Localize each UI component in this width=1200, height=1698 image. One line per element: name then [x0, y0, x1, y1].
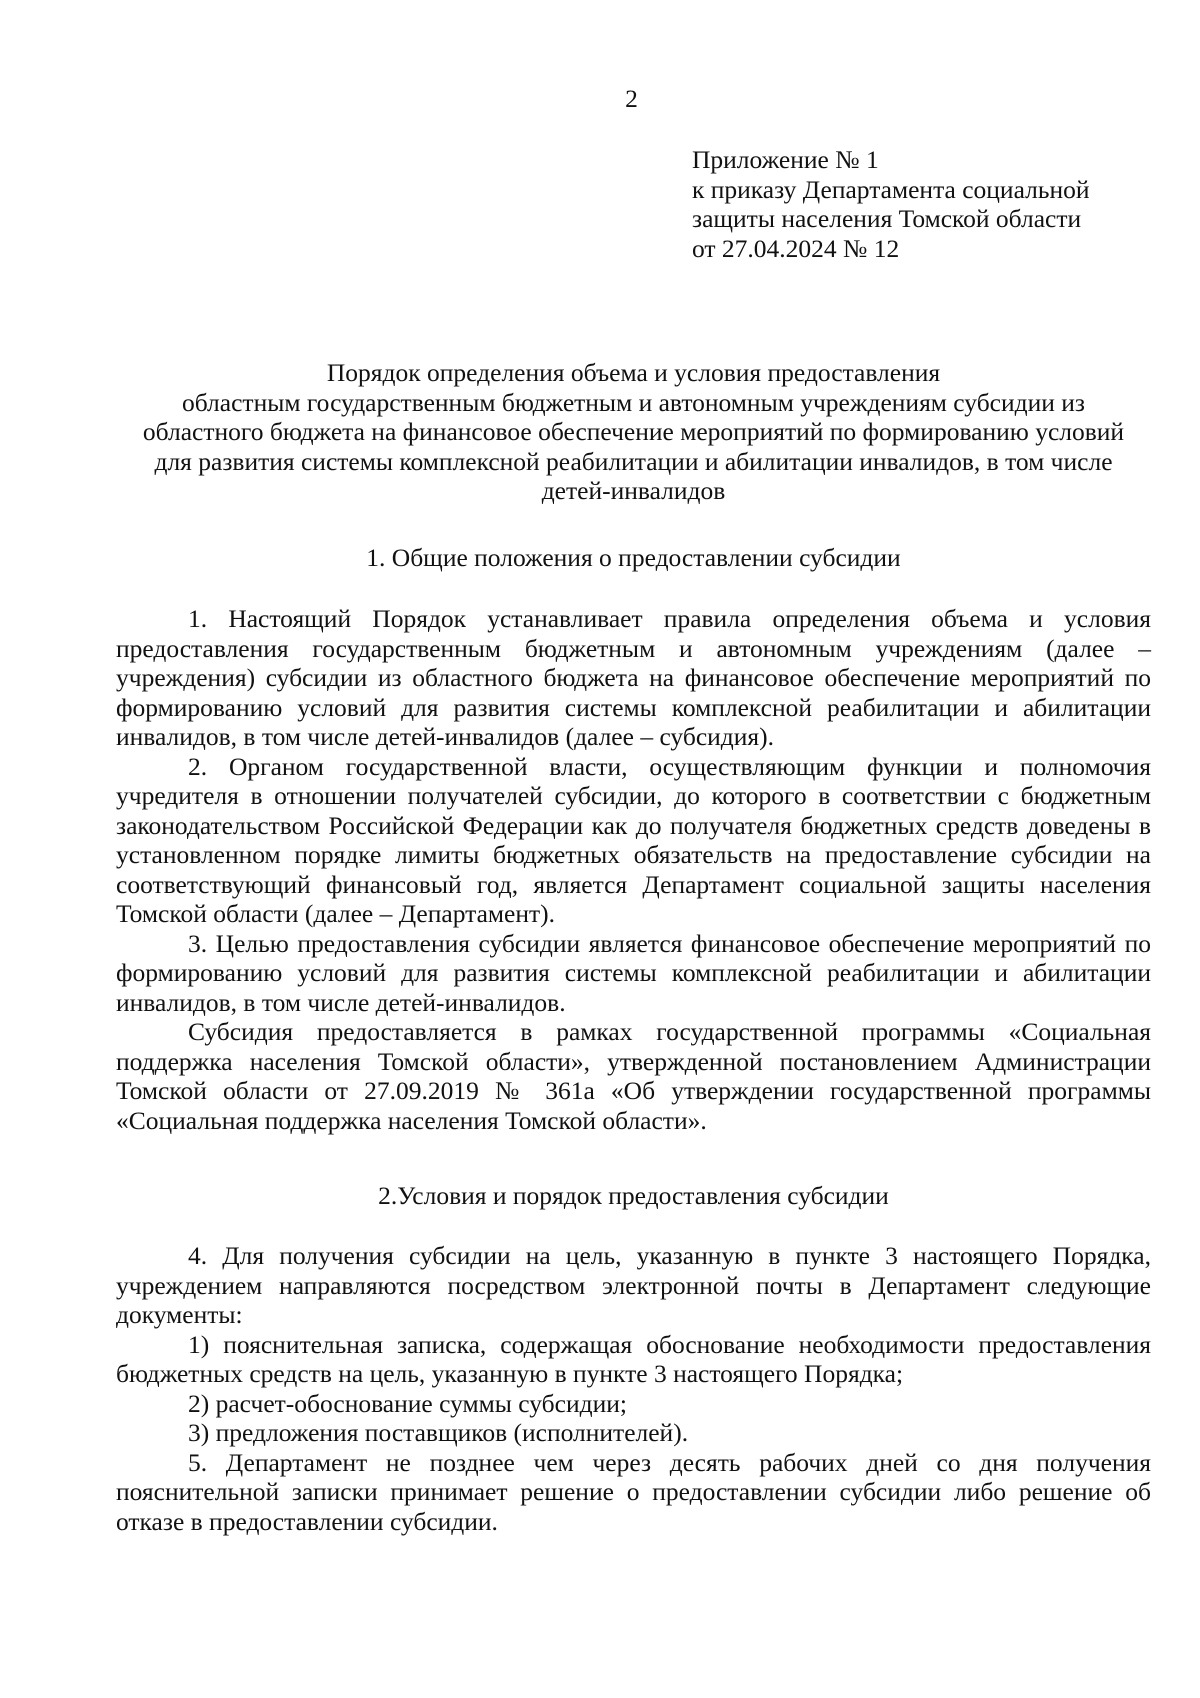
page-number: 2 — [625, 84, 638, 113]
appendix-line: защиты населения Томской области — [692, 204, 1082, 233]
paragraph: 1) пояснительная записка, содержащая обоснование необходимости предоставления бюджетных средств на цель, указанную в пункте 3 настоящего Порядка; — [116, 1329, 1151, 1388]
title-line: детей-инвалидов — [541, 476, 726, 505]
section-2-heading: 2.Условия и порядок предоставления субсидии — [378, 1181, 889, 1210]
paragraph: 3. Целью предоставления субсидии является финансовое обеспечение мероприятий по формированию условий для развития системы комплексной реабилитации и абилитации инвалидов, в том числе детей-инвалидов. — [116, 928, 1151, 1017]
title-line: Порядок определения объема и условия предоставления — [326, 358, 941, 387]
appendix-line: от 27.04.2024 № 12 — [692, 233, 900, 263]
section-2-body — [116, 1241, 1151, 1536]
paragraph: 2) расчет-обоснование суммы субсидии; — [188, 1388, 627, 1418]
title-line: областным государственным бюджетным и автономным учреждениям субсидии из — [181, 387, 1086, 417]
appendix-line: к приказу Департамента социальной — [692, 174, 1090, 204]
title-line: для развития системы комплексной реабилитации и абилитации инвалидов, в том числе — [154, 446, 1113, 476]
appendix-line: Приложение № 1 — [692, 145, 879, 174]
paragraph: 5. Департамент не позднее чем через десять рабочих дней со дня получения пояснительной записки принимает решение о предоставлении субсидии либо решение об отказе в предоставлении субсидии. — [116, 1447, 1151, 1536]
paragraph: 3) предложения поставщиков (исполнителей). — [188, 1418, 689, 1447]
paragraph: Субсидия предоставляется в рамках государственной программы «Социальная поддержка населения Томской области», утвержденной постановлением Администрации Томской области от 27.09.2019 № 361а «Об утверждении государственной программы «Социальная поддержка населения Томской области». — [116, 1017, 1151, 1135]
section-1-body — [116, 604, 1151, 1135]
paragraph: 1. Настоящий Порядок устанавливает правила определения объема и условия предоставления государственным бюджетным и автономным учреждениям (далее – учреждения) субсидии из областного бюджета на финансовое обеспечение мероприятий по формированию условий для развития системы комплексной реабилитации и абилитации инвалидов, в том числе детей-инвалидов (далее – субсидия). — [116, 604, 1151, 751]
paragraph: 2. Органом государственной власти, осуществляющим функции и полномочия учредителя в отношении получателей субсидии, до которого в соответствии с бюджетным законодательством Российской Федерации как до получателя бюджетных средств доведены в установленном порядке лимиты бюджетных обязательств на предоставление субсидии на соответствующий финансовый год, является Департамент социальной защиты населения Томской области (далее – Департамент). — [116, 751, 1151, 928]
section-1-heading: 1. Общие положения о предоставлении субсидии — [366, 543, 901, 572]
title-line: областного бюджета на финансовое обеспечение мероприятий по формированию условий — [142, 417, 1125, 446]
document-title — [116, 358, 1151, 506]
paragraph: 4. Для получения субсидии на цель, указанную в пункте 3 настоящего Порядка, учреждением направляются посредством электронной почты в Департамент следующие документы: — [116, 1241, 1151, 1329]
appendix-header — [692, 145, 1090, 263]
